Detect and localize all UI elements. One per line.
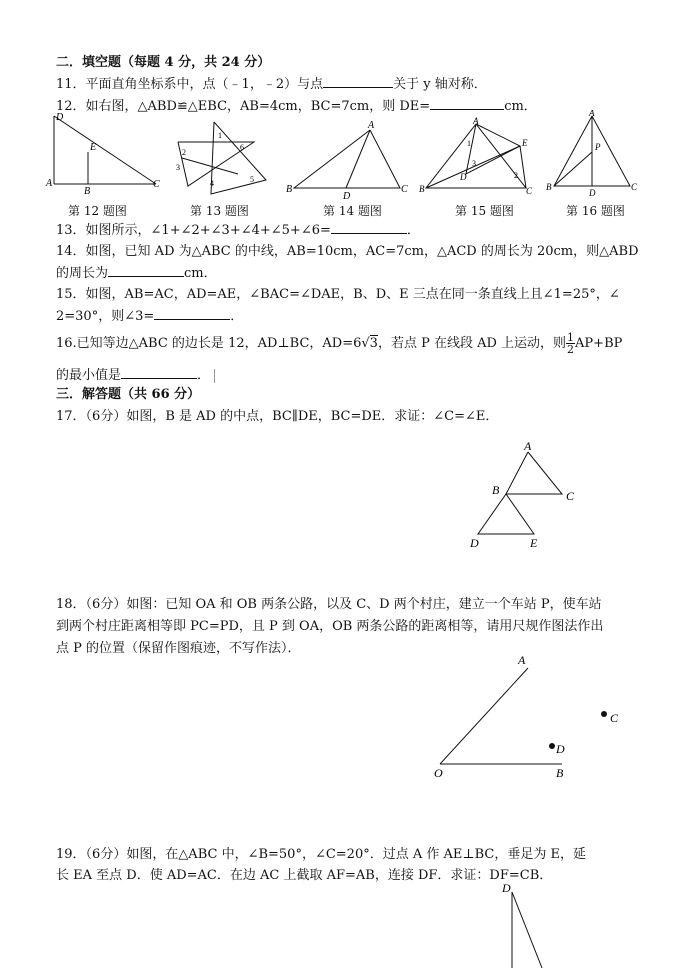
caption-fig16: 第 16 题图 [566, 204, 625, 218]
question-18-line-1: 18．（6分）如图：已知 OA 和 OB 两条公路，以及 C、D 两个村庄，建立一个车站 P，使车站 [56, 597, 602, 612]
question-19-line-2: 长 EA 至点 D．使 AD=AC．在边 AC 上截取 AF=AB，连接 DF．求证：DF=CB． [56, 868, 553, 883]
fig14-triangle-ABC [294, 130, 400, 188]
fig18-label-C: C [610, 711, 619, 725]
question-16-line-2: 的最小值是 ． [56, 366, 644, 385]
fig13-label-1: 1 [218, 131, 222, 140]
fig12-label-E: E [90, 142, 97, 153]
question-18-line-2: 到两个村庄距离相等即 PC=PD，且 P 到 OA，OB 两条公路的距离相等，请用尺规作图法作出 [56, 619, 604, 634]
answer-blank-12[interactable] [430, 97, 504, 110]
fig12-segment-DC [54, 116, 156, 184]
answer-blank-15[interactable] [154, 307, 230, 320]
fig15-triangle-ABC [426, 124, 526, 188]
caption-fig14: 第 14 题图 [323, 204, 382, 218]
fig17-label-A: A [524, 439, 532, 453]
fig18-label-O: O [434, 766, 443, 780]
question-15-line-1: 15．如图，AB=AC，AD=AE，∠BAC=∠DAE，B、D、E 三点在同一条直线上且∠1=25°，∠ [56, 287, 620, 302]
answer-blank-11[interactable] [323, 75, 393, 88]
fig16-segment-BP [554, 152, 592, 186]
answer-blank-16[interactable] [121, 366, 197, 379]
question-18-line-3: 点 P 的位置（保留作图痕迹，不写作法）． [56, 641, 301, 656]
fig14-label-C: C [401, 184, 408, 195]
figure-19 [496, 880, 556, 968]
fig17-triangle-ABC [506, 452, 562, 494]
fig13-label-5: 5 [250, 175, 254, 184]
figure-16 [544, 110, 644, 198]
answer-blank-14[interactable] [108, 264, 184, 277]
question-16-line-1: 16.已知等边△ABC 的边长是 12，AD⊥BC，AD=6√3，若点 P 在线段 AD 上运动，则 $\frac{1}{2}$ AP+BP [56, 331, 623, 356]
fig18-point-D [549, 743, 555, 749]
fig18-label-D: D [556, 742, 565, 756]
fig12-label-C: C [153, 179, 160, 190]
text-cursor [214, 369, 215, 383]
figure-17 [462, 438, 592, 554]
fig16-label-P: P [595, 142, 601, 152]
fig14-label-B: B [286, 184, 293, 195]
question-17: 17．（6分）如图，B 是 AD 的中点，BC∥DE，BC=DE．求证：∠C=∠E． [56, 409, 499, 424]
answer-blank-13[interactable] [331, 221, 407, 234]
fig19-segment-DF [512, 892, 542, 968]
fig15-label-E: E [522, 138, 528, 148]
question-11: 11．平面直角坐标系中，点（﹣1，﹣2）与点 关于 y 轴对称． [56, 77, 487, 92]
section-2-heading: 二．填空题（每题 4 分，共 24 分） [56, 55, 271, 70]
question-14-line-1: 14．如图，已知 AD 为△ABC 的中线，AB=10cm，AC=7cm，△ACD 的周长为 20cm，则△ABD [56, 244, 639, 259]
caption-fig15: 第 15 题图 [455, 204, 514, 218]
fig16-label-C: C [631, 182, 638, 192]
figure-18 [428, 650, 628, 782]
question-14-line-2: 的周长为 cm． [56, 266, 217, 281]
figure-12 [44, 112, 164, 198]
fig14-label-D: D [343, 191, 351, 200]
fig13-label-2: 2 [182, 148, 186, 157]
section-3-heading: 三．解答题（共 66 分） [56, 387, 201, 402]
fig15-label-2: 2 [514, 171, 518, 180]
question-12: 12．如右图，△ABD≌△EBC，AB=4cm，BC=7cm，则 DE= cm． [56, 99, 537, 114]
fig18-label-B: B [556, 766, 564, 780]
fig16-label-A: A [589, 110, 595, 118]
fig13-label-4: 4 [210, 179, 214, 188]
caption-fig13: 第 13 题图 [190, 204, 249, 218]
fig18-label-A: A [518, 653, 526, 667]
fig18-point-C [601, 711, 607, 717]
caption-fig12: 第 12 题图 [68, 204, 127, 218]
fig15-label-1: 1 [467, 139, 471, 148]
fig12-label-D: D [56, 112, 64, 123]
figure-14 [284, 120, 414, 200]
fig19-label-D: D [502, 881, 511, 895]
fig17-label-C: C [566, 489, 575, 503]
fig15-label-B: B [419, 184, 425, 194]
fig16-label-D: D [589, 188, 596, 198]
fig17-label-D: D [470, 536, 479, 550]
fig15-label-D: D [460, 172, 467, 182]
figure-15 [418, 116, 538, 200]
fig15-label-3: 3 [472, 159, 476, 168]
fig13-label-3: 3 [176, 163, 180, 172]
fraction-one-half: $\frac{1}{2}$ [567, 331, 575, 356]
fig12-label-A: A [46, 178, 53, 189]
fig18-road-OA [440, 668, 528, 764]
question-15-line-2: 2=30°，则∠3= ． [56, 309, 244, 324]
sqrt-symbol: √3 [361, 336, 378, 351]
figure-13 [168, 118, 268, 198]
fig12-label-B: B [84, 186, 91, 197]
fig17-label-B: B [492, 483, 500, 497]
fig15-label-C: C [526, 186, 533, 196]
question-13: 13．如图所示，∠1+∠2+∠3+∠4+∠5+∠6= ． [56, 223, 420, 238]
fig17-triangle-BDE [478, 494, 534, 534]
fig14-label-A: A [368, 120, 375, 131]
question-19-line-1: 19．（6分）如图，在△ABC 中，∠B=50°，∠C=20°．过点 A 作 AE⊥BC，垂足为 E，延 [56, 847, 586, 862]
fig15-label-A: A [473, 116, 479, 126]
fig17-label-E: E [530, 536, 538, 550]
fig13-label-6: 6 [240, 143, 244, 152]
fig16-label-B: B [546, 182, 552, 192]
